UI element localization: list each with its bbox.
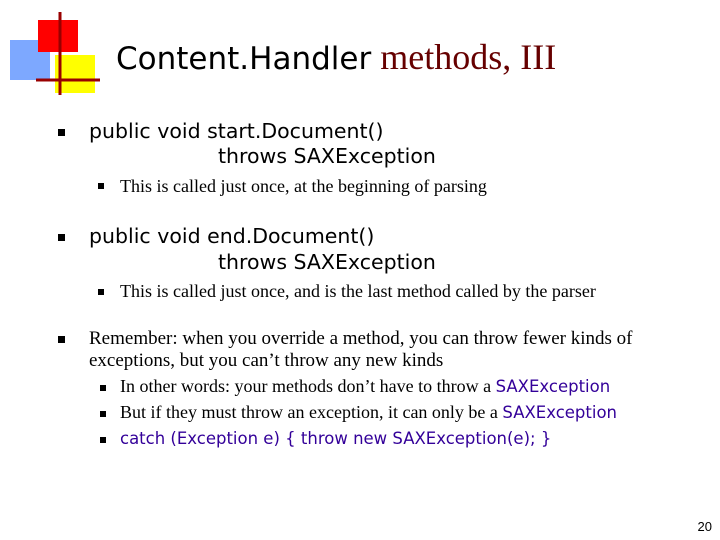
bullet-marker: [58, 234, 65, 241]
remember-sub-1-code: SAXException: [495, 377, 611, 396]
remember-sub-2-code: SAXException: [502, 403, 617, 422]
sub-bullet-marker: [98, 183, 104, 189]
bullet-1-line-2: throws SAXException: [218, 144, 436, 168]
sub-bullet-marker: [98, 289, 104, 295]
title-code: Content.Handler: [116, 41, 372, 77]
sub-bullet-marker: [100, 437, 106, 443]
slide-title: [116, 32, 556, 84]
remember-sub-2: [120, 400, 617, 425]
remember-sub-1: [120, 374, 610, 399]
remember-line-1: Remember: when you override a method, you can throw fewer kinds of: [89, 328, 633, 349]
remember-code-line: catch (Exception e) { throw new SAXException(e); }: [120, 429, 552, 448]
page-number: 20: [697, 519, 712, 534]
remember-line-2: exceptions, but you can’t throw any new kinds: [89, 350, 444, 371]
remember-sub-1-text: In other words: your methods don’t have to throw a: [120, 376, 496, 396]
bullet-2-line-2: throws SAXException: [218, 250, 436, 274]
slide-logo-graphic: [0, 0, 100, 100]
title-rest: methods, III: [371, 37, 557, 77]
bullet-1-sub: This is called just once, at the beginning of parsing: [120, 176, 487, 196]
sub-bullet-marker: [100, 385, 106, 391]
bullet-marker: [58, 129, 65, 136]
bullet-2-line-1: public void end.Document(): [89, 224, 375, 248]
bullet-marker: [58, 336, 65, 343]
remember-sub-2-text: But if they must throw an exception, it can only be a: [120, 402, 503, 422]
bullet-1-line-1: public void start.Document(): [89, 119, 384, 143]
bullet-2-sub: This is called just once, and is the last method called by the parser: [120, 281, 596, 301]
sub-bullet-marker: [100, 411, 106, 417]
